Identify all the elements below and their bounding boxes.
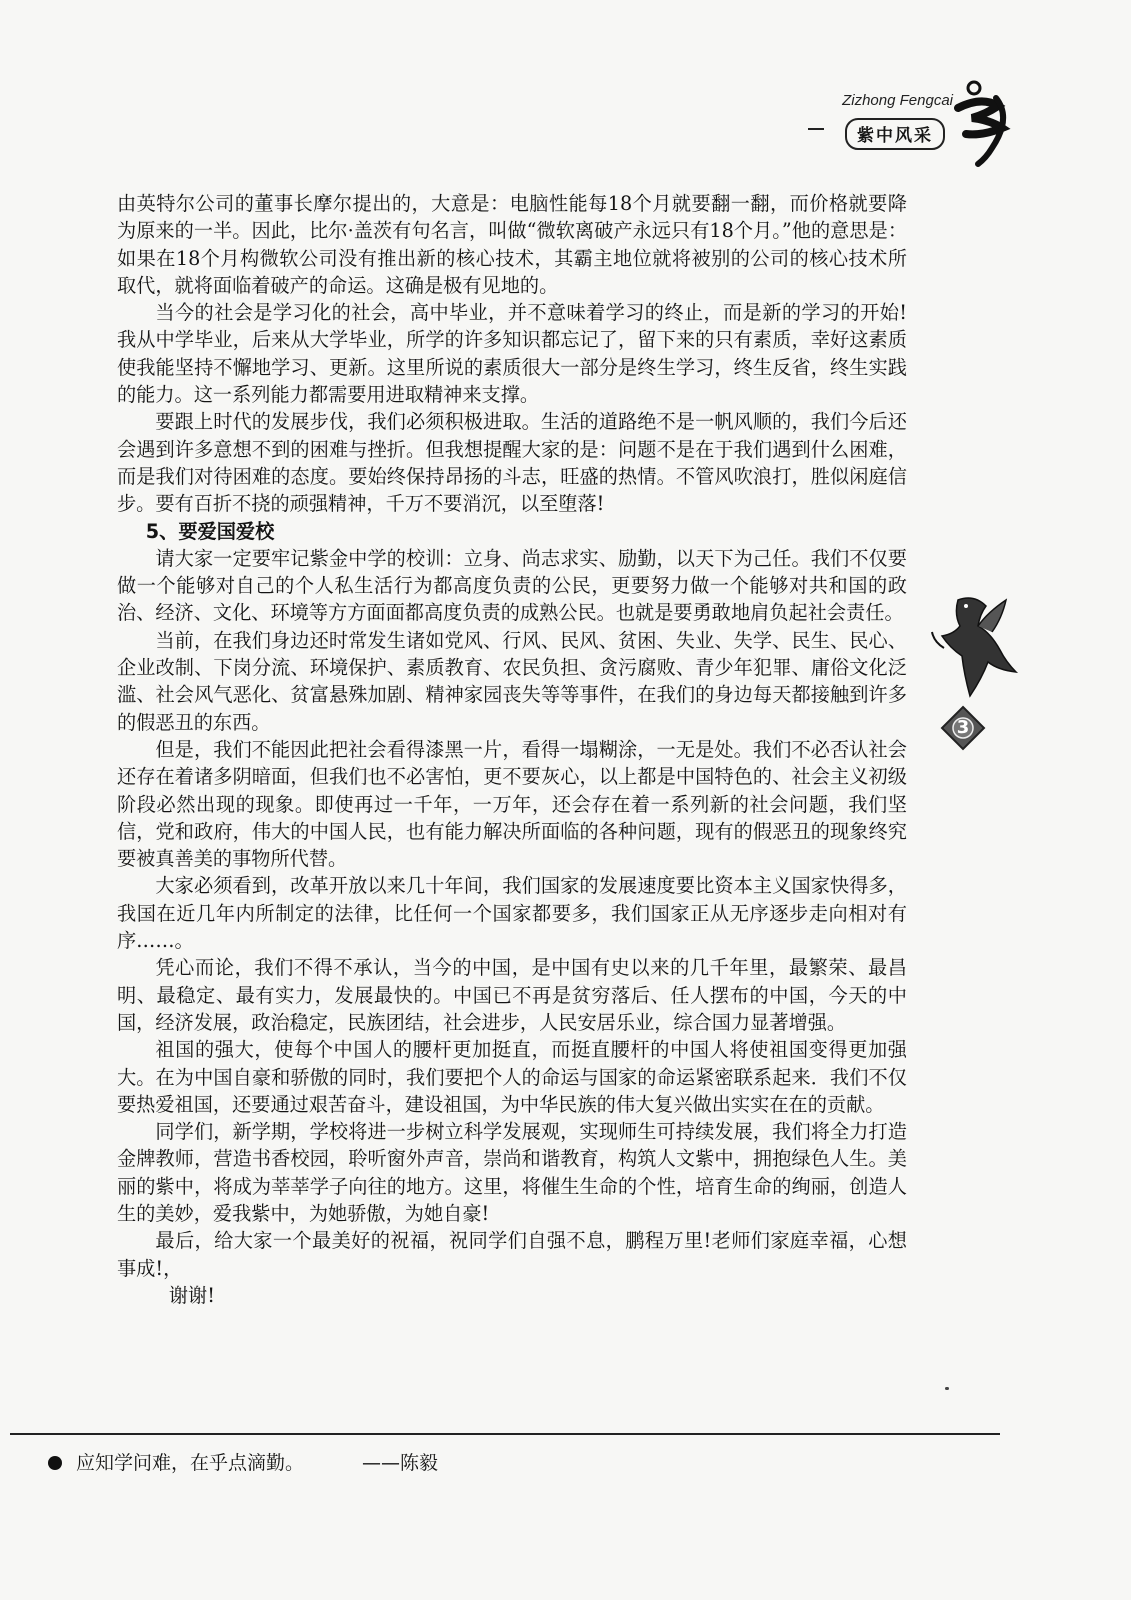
scan-speck	[945, 1387, 949, 1390]
brand-english: Zizhong Fengcai	[842, 92, 953, 109]
paragraph: 请大家一定要牢记紫金中学的校训：立身、尚志求实、励勤，以天下为己任。我们不仅要做一个能够对自己的个人私生活行为都高度负责的公民，更要努力做一个能够对共和国的政治、经济、文化、环境等方方面面都高度负责的成熟公民。也就是要勇敢地肩负起社会责任。	[117, 546, 907, 625]
paragraph: 当今的社会是学习化的社会，高中毕业，并不意味着学习的终止，而是新的学习的开始!我从中学毕业，后来从大学毕业，所学的许多知识都忘记了，留下来的只有素质，幸好这素质使我能坚持不懈地学习、更新。这里所说的素质很大一部分是终生学习，终生反省，终生实践的能力。这一系列能力都需要用进取精神来支撑。	[117, 301, 907, 407]
closing-thanks: 谢谢!	[168, 1283, 215, 1307]
footer-quote-line	[48, 1448, 438, 1475]
bird-illustration-icon	[930, 592, 1020, 704]
page-number: 3	[956, 717, 970, 738]
paragraph: 大家必须看到，改革开放以来几十年间，我们国家的发展速度要比资本主义国家快得多，我国在近几年内所制定的法律，比任何一个国家都要多，我们国家正从无序逐步走向相对有序……。	[117, 874, 907, 953]
section-heading: 5、要爱国爱校	[145, 519, 275, 543]
footer-quote: 应知学问难，在乎点滴勤。	[76, 1452, 305, 1474]
paragraph: 最后，给大家一个最美好的祝福，祝同学们自强不息，鹏程万里!老师们家庭幸福，心想事成!，	[117, 1229, 907, 1280]
bullet-icon	[48, 1456, 62, 1470]
footer-author: ——陈毅	[362, 1452, 439, 1474]
paragraph: 凭心而论，我们不得不承认，当今的中国，是中国有史以来的几千年里，最繁荣、最昌明、最稳定、最有实力，发展最快的。中国已不再是贫穷落后、任人摆布的中国，今天的中国，经济发展，政治稳定，民族团结，社会进步，人民安居乐业，综合国力显著增强。	[117, 956, 907, 1034]
article-body	[117, 190, 907, 1309]
brand-chinese: 紫中风采	[845, 118, 945, 150]
paragraph: 但是，我们不能因此把社会看得漆黑一片，看得一塌糊涂，一无是处。我们不必否认社会还存在着诸多阴暗面，但我们也不必害怕，更不要灰心，以上都是中国特色的、社会主义初级阶段必然出现的现象。即使再过一千年，一万年，还会存在着一系列新的社会问题，我们坚信，党和政府，伟大的中国人民，也有能力解决所面临的各种问题，现有的假恶丑的现象终究要被真善美的事物所代替。	[117, 737, 907, 871]
footer-rule	[10, 1433, 1000, 1435]
paragraph: 祖国的强大，使每个中国人的腰杆更加挺直，而挺直腰杆的中国人将使祖国变得更加强大。在为中国自豪和骄傲的同时，我们要把个人的命运与国家的命运紧密联系起来．我们不仅要热爱祖国，还要通过艰苦奋斗，建设祖国，为中华民族的伟大复兴做出实实在在的贡献。	[117, 1038, 907, 1116]
page-header	[0, 0, 1131, 170]
paragraph: 当前，在我们身边还时常发生诸如党风、行风、民风、贫困、失业、失学、民生、民心、企业改制、下岗分流、环境保护、素质教育、农民负担、贪污腐败、青少年犯罪、庸俗文化泛滥、社会风气恶化、贫富悬殊加剧、精神家园丧失等等事件，在我们的身边每天都接触到许多的假恶丑的东西。	[117, 628, 907, 734]
brand-divider	[808, 128, 824, 130]
paragraph: 要跟上时代的发展步伐，我们必须积极进取。生活的道路绝不是一帆风顺的，我们今后还会遇到许多意想不到的困难与挫折。但我想提醒大家的是：问题不是在于我们遇到什么困难，而是我们对待困难的态度。要始终保持昂扬的斗志，旺盛的热情。不管风吹浪打，胜似闲庭信步。要有百折不挠的顽强精神，千万不要消沉，以至堕落!	[117, 410, 907, 516]
school-logo-icon	[952, 78, 1014, 170]
paragraph: 由英特尔公司的董事长摩尔提出的，大意是：电脑性能每18个月就要翻一翻，而价格就要降为原来的一半。因此，比尔·盖茨有句名言，叫做“微软离破产永远只有18个月。”他的意思是：如果在18个月构微软公司没有推出新的核心技术，其霸主地位就将被别的公司的核心技术所取代，就将面临着破产的命运。这确是极有见地的。	[117, 192, 907, 297]
paragraph: 同学们，新学期，学校将进一步树立科学发展观，实现师生可持续发展，我们将全力打造金牌教师，营造书香校园，聆听窗外声音，崇尚和谐教育，构筑人文紫中，拥抱绿色人生。美丽的紫中，将成为莘莘学子向往的地方。这里，将催生生命的个性，培育生命的绚丽，创造人生的美妙，爱我紫中，为她骄傲，为她自豪!	[117, 1120, 907, 1225]
